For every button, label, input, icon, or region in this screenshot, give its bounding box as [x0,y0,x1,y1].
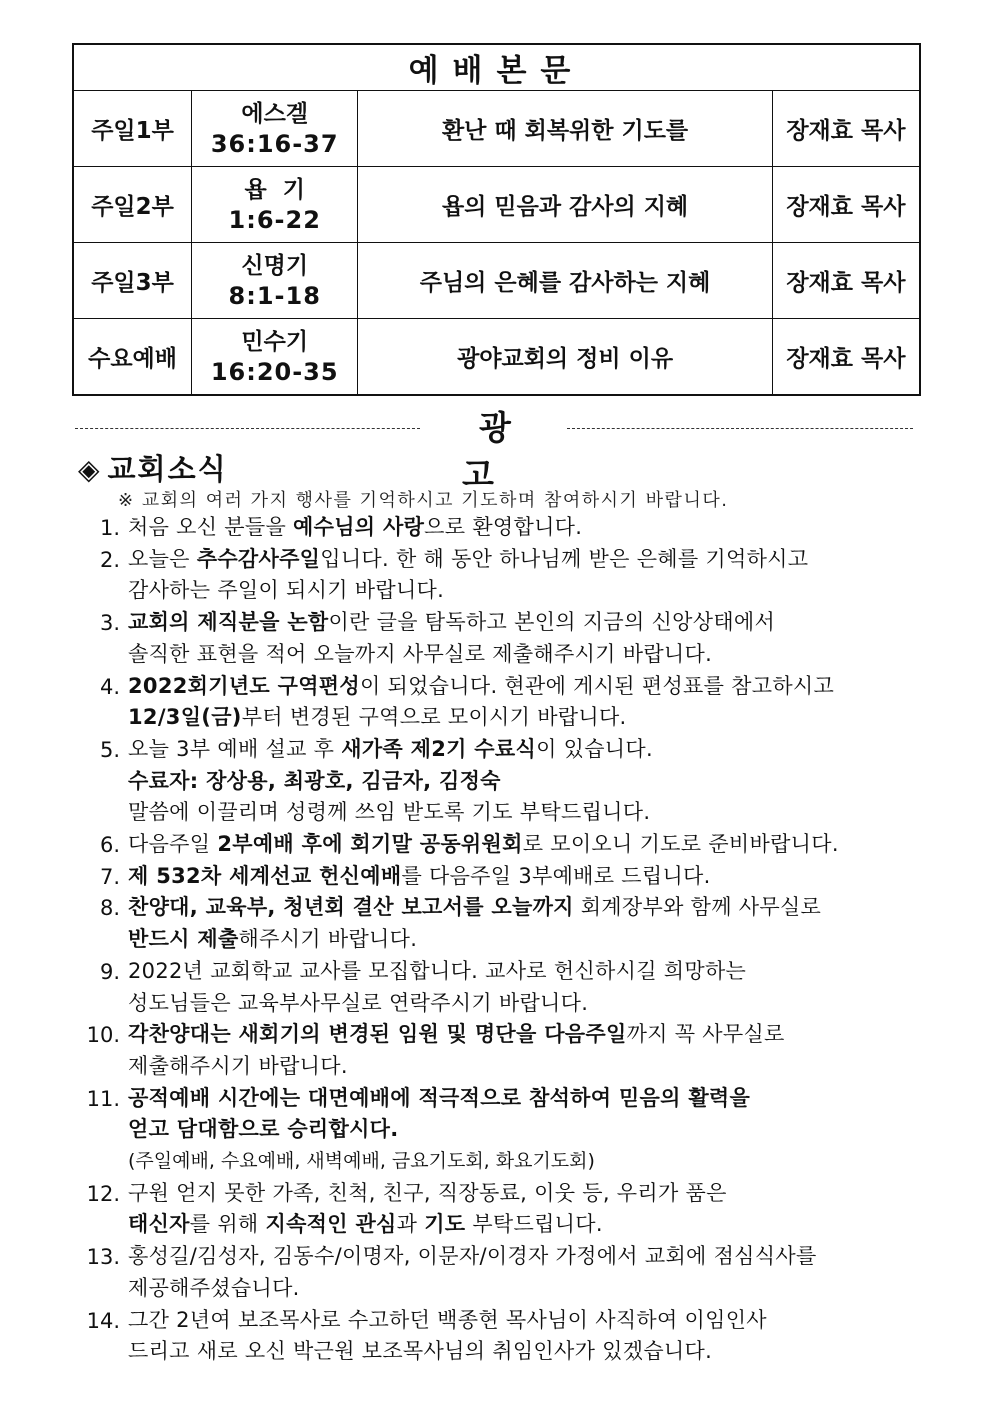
announcement-line [128,892,932,924]
emphasized-text: 2부예배 후에 회기말 공동위원회 [217,832,523,857]
announcement-line [128,797,932,829]
announcement-number: 12. [86,1181,120,1206]
announcement-text: 제출해주시기 바랍니다. [128,1053,348,1078]
emphasized-text: 각찬양대는 새회기의 변경된 임원 및 명단을 다음주일 [128,1022,627,1047]
announcement-text: 해주시기 바랍니다. [238,927,418,952]
sermon-table-title: 예배본문 [73,44,920,91]
emphasized-text: 12/3일(금) [128,705,242,730]
emphasized-text: 2022회기년도 구역편성 [128,673,360,698]
scripture-verse: 1:6-22 [228,205,321,234]
announcement-body [128,1019,932,1082]
announcement-text: 이란 글을 탐독하고 본인의 지금의 신앙상태에서 [328,610,776,635]
preacher: 장재효 목사 [772,167,920,243]
emphasized-text: 반드시 제출 [128,927,239,952]
announcement-item [72,512,932,544]
announcement-number: 14. [86,1308,120,1333]
announcement-text: 를 위해 [189,1212,266,1237]
announcement-body [128,1178,932,1241]
announcement-item [72,892,932,955]
announcement-line [128,1051,932,1083]
scripture-book: 민수기 [241,328,309,355]
announcement-item [72,861,932,893]
announcement-line [128,829,932,861]
announcement-text: 솔직한 표현을 적어 오늘까지 사무실로 제출해주시기 바랍니다. [128,641,713,666]
announcement-item [72,1019,932,1082]
announcement-number: 10. [86,1023,120,1048]
announcement-line [128,639,932,671]
sermon-title: 욥의 믿음과 감사의 지혜 [358,167,772,243]
section-heading [78,447,228,488]
announcement-line [128,575,932,607]
announcement-line [128,1019,932,1051]
scripture-verse: 16:20-35 [210,357,339,386]
dashed-divider [567,428,913,429]
announcement-text: 말씀에 이끌리며 성령께 쓰임 받도록 기도 부탁드립니다. [128,800,651,825]
announcement-text: 회계장부와 함께 사무실로 [573,895,822,920]
section-heading-text: 교회소식 [107,452,228,486]
announcement-item [72,734,932,829]
announcement-body [128,544,932,607]
announcement-item [72,1083,932,1178]
emphasized-text: 찬양대, 교육부, 청년회 결산 보고서를 오늘까지 [128,895,574,920]
announcement-line [128,988,932,1020]
announcement-body [128,1083,932,1178]
announcement-number: 13. [86,1245,120,1270]
announcement-body [128,671,932,734]
announcement-number: 2. [99,547,120,572]
announcement-text: 드리고 새로 오신 박근원 보조목사님의 취임인사가 있겠습니다. [128,1339,713,1364]
preacher: 장재효 목사 [772,319,920,396]
sermon-table [72,43,921,396]
announcement-line [128,512,932,544]
sermon-row [73,91,920,167]
announcement-line [128,861,932,893]
sermon-row [73,167,920,243]
announcement-text: 홍성길/김성자, 김동수/이명자, 이문자/이경자 가정에서 교회에 점심식사를 [128,1244,817,1269]
announcement-number: 9. [99,959,120,984]
announcement-text: 부터 변경된 구역으로 모이시기 바랍니다. [241,705,627,730]
announcement-item [72,956,932,1019]
scripture-passage [192,167,358,243]
announcement-line [128,1305,932,1337]
announcement-line [128,1209,932,1241]
emphasized-text: 예수님의 사랑 [293,515,425,539]
emphasized-text: 지속적인 관심 [265,1212,397,1237]
announcement-text: 그간 2년여 보조목사로 수고하던 백종현 목사님이 사직하여 이임인사 [128,1307,767,1332]
announcement-body [128,1305,932,1368]
announcement-text: 까지 꼭 사무실로 [626,1022,785,1047]
service-slot: 주일2부 [73,167,192,243]
announcement-line [128,1273,932,1305]
announcement-item [72,544,932,607]
announcement-text: 이 되었습니다. 현관에 게시된 편성표를 참고하시고 [359,673,835,698]
emphasized-text: 기도 [424,1212,466,1237]
preacher: 장재효 목사 [772,243,920,319]
announcement-number: 4. [99,674,120,699]
emphasized-text: 새가족 제2기 수료식 [341,736,537,761]
announcement-text: 으로 환영합니다. [424,515,583,539]
announcement-number: 1. [99,516,120,540]
announcement-item [72,1241,932,1304]
announcement-body [128,1241,932,1304]
announcement-line [128,1241,932,1273]
announcement-body [128,956,932,1019]
scripture-book: 욥 기 [244,176,305,203]
announcement-text: 구원 얻지 못한 가족, 친척, 친구, 직장동료, 이웃 등, 우리가 품은 [128,1180,727,1205]
announcement-line [128,766,932,798]
announcement-line [128,1336,932,1368]
announcement-line [128,1083,932,1115]
announcement-number: 6. [99,833,120,858]
emphasized-text: 제 532차 세계선교 헌신예배 [128,863,402,888]
scripture-book: 신명기 [241,252,309,279]
announcement-body [128,734,932,829]
announcement-number: 5. [99,737,120,762]
announcement-body [128,829,932,861]
emphasized-text: 추수감사주일 [196,546,321,571]
announcement-body [128,607,932,670]
sermon-title: 환난 때 회복위한 기도를 [358,91,772,167]
announcement-list [72,512,932,1368]
announcement-line [128,544,932,576]
diamond-bullet-icon: ◈ [78,453,102,486]
scripture-passage [192,243,358,319]
dashed-divider [75,428,420,429]
sermon-row [73,243,920,319]
announcement-line [128,1146,932,1178]
announcement-body [128,861,932,893]
announcement-item [72,607,932,670]
sermon-title: 주님의 은혜를 감사하는 지혜 [358,243,772,319]
announcement-body [128,892,932,955]
announcement-item [72,829,932,861]
emphasized-text: 교회의 제직분을 논함 [128,610,329,635]
service-slot: 주일3부 [73,243,192,319]
announcement-text: (주일예배, 수요예배, 새벽예배, 금요기도회, 화요기도회) [128,1150,595,1173]
announcement-item [72,1305,932,1368]
announcement-line [128,1178,932,1210]
sermon-title: 광야교회의 정비 이유 [358,319,772,396]
announcement-text: 2022년 교회학교 교사를 모집합니다. 교사로 헌신하시길 희망하는 [128,958,747,983]
announcement-line [128,671,932,703]
emphasized-text: 공적예배 시간에는 대면예배에 적극적으로 참석하여 믿음의 활력을 [128,1085,751,1110]
announcement-text: 오늘은 [128,546,197,571]
announcement-text: 처음 오신 분들을 [128,515,294,539]
announcement-number: 8. [99,896,120,921]
announcement-text: 부탁드립니다. [465,1212,603,1237]
sermon-row [73,319,920,396]
announcement-text: 제공해주셨습니다. [128,1275,300,1300]
announcement-line [128,734,932,766]
announcement-number: 7. [99,864,120,889]
announcement-text: 입니다. 한 해 동안 하나님께 받은 은혜를 기억하시고 [320,546,809,571]
announcement-number: 3. [99,611,120,636]
service-slot: 수요예배 [73,319,192,396]
scripture-verse: 36:16-37 [210,129,339,158]
announcement-line [128,607,932,639]
announcement-text: 다음주일 [128,832,218,857]
announcement-title: 광고 [462,408,545,494]
scripture-book: 에스겔 [241,100,309,127]
announcement-text: 오늘 3부 예배 설교 후 [128,736,342,761]
preacher: 장재효 목사 [772,91,920,167]
announcement-text: 감사하는 주일이 되시기 바랍니다. [128,578,445,603]
scripture-passage [192,319,358,396]
announcement-text: 로 모이오니 기도로 준비바랍니다. [522,832,839,857]
announcement-item [72,671,932,734]
announcement-line [128,924,932,956]
section-note: ※ 교회의 여러 가지 행사를 기억하시고 기도하며 참여하시기 바랍니다. [118,490,729,511]
announcement-body [128,512,932,544]
announcement-text: 과 [396,1212,425,1237]
scripture-passage [192,91,358,167]
announcement-line [128,702,932,734]
scripture-verse: 8:1-18 [228,281,321,310]
emphasized-text: 얻고 담대함으로 승리합시다. [128,1117,399,1142]
announcement-number: 11. [86,1086,120,1111]
service-slot: 주일1부 [73,91,192,167]
announcement-text: 성도님들은 교육부사무실로 연락주시기 바랍니다. [128,990,589,1015]
announcement-item [72,1178,932,1241]
announcement-text: 이 있습니다. [536,736,653,761]
emphasized-text: 수료자: 장상용, 최광호, 김금자, 김정숙 [128,768,501,793]
announcement-line [128,1114,932,1146]
emphasized-text: 태신자 [128,1212,190,1237]
announcement-line [128,956,932,988]
announcement-text: 를 다음주일 3부예배로 드립니다. [401,863,711,888]
